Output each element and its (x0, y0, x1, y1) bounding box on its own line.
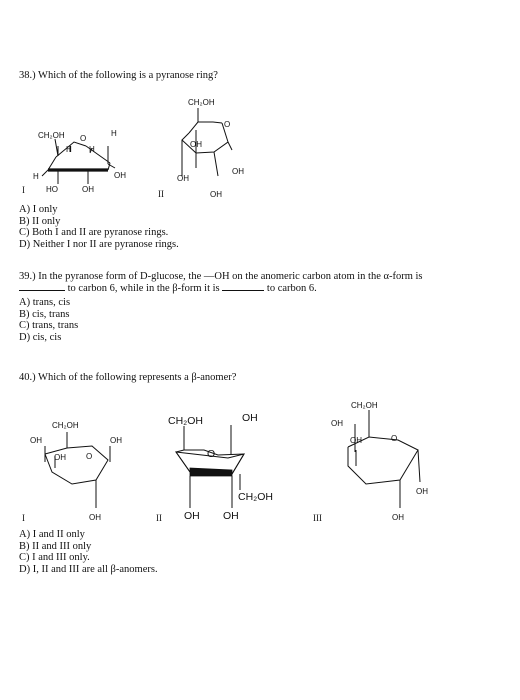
q40-structure-II (156, 412, 273, 523)
q39-answer-c[interactable]: C) trans, trans (19, 320, 79, 331)
q39-line-2 (19, 283, 509, 295)
q39-line-1: 39.) In the pyranose form of D-glucose, the —OH on the anomeric carbon atom in the α-form is (19, 271, 423, 282)
q40-III-oh-bottom: OH (392, 513, 404, 522)
q38-answer-c[interactable]: C) Both I and II are pyranose rings. (19, 227, 169, 238)
q38-I-h-left: H (33, 172, 39, 181)
question-40-text: 40.) Which of the following represents a β-anomer? (19, 372, 237, 383)
question-38-text: 38.) Which of the following is a pyranose ring? (19, 70, 218, 81)
q40-I-ch2oh-label: CH₂OH (52, 421, 79, 430)
question-39-text (19, 271, 509, 295)
q40-label-II: II (156, 513, 162, 523)
q38-I-ch2oh-label: CH₂OH (38, 131, 65, 140)
q39-blank-2 (222, 290, 264, 291)
question-38-answers (19, 204, 179, 250)
q38-I-ho-bottom: HO (46, 185, 58, 194)
q38-answer-d[interactable]: D) Neither I nor II are pyranose rings. (19, 238, 179, 250)
q39-answer-d[interactable]: D) cis, cis (19, 331, 62, 343)
q40-I-oh-bottom: OH (89, 513, 101, 522)
q40-III-ring-oxygen: O (391, 434, 398, 443)
q40-answer-d[interactable]: D) I, II and III are all β-anomers. (19, 563, 158, 575)
q40-label-III: III (313, 513, 322, 523)
q40-answer-c[interactable]: C) I and III only. (19, 552, 90, 563)
q40-III-oh-right: OH (416, 487, 428, 496)
q40-label-I: I (22, 513, 25, 523)
q38-II-ch2oh-label: CH₂OH (188, 98, 215, 107)
q40-structure-III (313, 401, 428, 523)
q40-II-oh-bottom-right: OH (223, 510, 239, 522)
q39-answer-a[interactable]: A) trans, cis (19, 297, 71, 308)
q40-II-oh-bottom-left: OH (184, 510, 200, 522)
q39-answer-b[interactable]: B) cis, trans (19, 308, 70, 320)
q38-II-oh-inner: OH (190, 140, 202, 149)
q40-II-oh-top: OH (242, 412, 258, 424)
q38-II-oh-right: OH (232, 167, 244, 176)
q38-structure-II (158, 98, 244, 199)
q38-II-ring-oxygen: O (224, 120, 231, 129)
q38-answer-b[interactable]: B) II only (19, 215, 61, 227)
q38-label-I: I (22, 185, 25, 195)
q40-answer-b[interactable]: B) II and III only (19, 540, 92, 552)
q38-label-II: II (158, 189, 164, 199)
q40-II-ch2oh-bottom: CH₂OH (238, 491, 273, 503)
q40-III-ch2oh-label: CH₂OH (351, 401, 378, 410)
q38-II-oh-bottom: OH (210, 190, 222, 199)
q38-I-h-top-right: H (111, 129, 117, 138)
question-40-answers (19, 529, 158, 575)
q38-II-oh-mid: OH (177, 174, 189, 183)
q38-answer-a[interactable]: A) I only (19, 204, 58, 215)
q40-III-oh-inner: OH (350, 436, 362, 445)
q40-II-ring-oxygen: O (207, 448, 216, 460)
q38-I-h-inner-left: H (66, 145, 72, 154)
q38-I-h-inner-right: H (89, 145, 95, 154)
q39-line-2a: to carbon 6, while in the β-form it is (67, 283, 220, 294)
q38-I-oh-right: OH (114, 171, 126, 180)
q38-I-ring-oxygen: O (80, 134, 87, 143)
question-39-answers (19, 297, 78, 343)
q40-I-ring-oxygen: O (86, 452, 93, 461)
q40-III-oh-left: OH (331, 419, 343, 428)
q38-structure-I (22, 129, 126, 195)
q38-I-oh-bottom: OH (82, 185, 94, 194)
q40-I-oh-right: OH (110, 436, 122, 445)
q39-line-2b: to carbon 6. (266, 283, 317, 294)
q40-II-ch2oh-label: CH₂OH (168, 415, 203, 427)
q40-I-oh-inner: OH (54, 453, 66, 462)
q40-I-oh-left: OH (30, 436, 42, 445)
q39-blank-1 (19, 290, 65, 291)
q40-structure-I (22, 421, 122, 523)
q40-answer-a[interactable]: A) I and II only (19, 529, 85, 540)
